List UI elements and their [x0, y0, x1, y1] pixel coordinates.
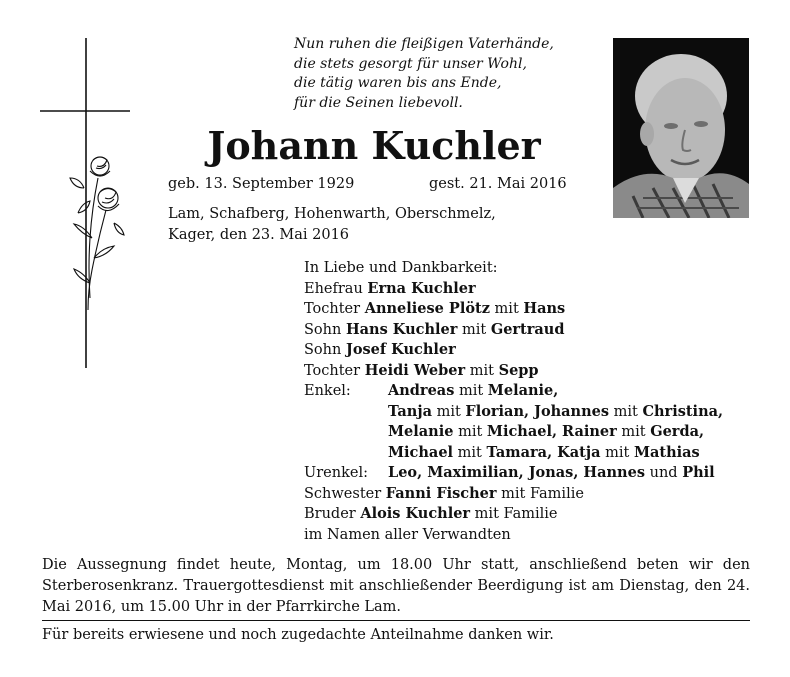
memorial-poem [294, 35, 594, 113]
divider [42, 620, 750, 621]
list-item: Sohn Josef Kuchler [304, 341, 456, 358]
mourners-intro: In Liebe und Dankbarkeit: [304, 260, 498, 276]
list-item: Sohn Hans Kuchler mit Gertraud [304, 320, 565, 338]
list-item: Enkel: Andreas mit Melanie, [304, 382, 559, 399]
thanks-note: Für bereits erwiesene und noch zugedachte Anteilnahme danken wir. [42, 627, 554, 643]
cross-with-roses-icon [40, 38, 130, 368]
life-dates [168, 174, 567, 194]
place-line: Kager, den 23. Mai 2016 [168, 227, 350, 243]
poem-line: Nun ruhen die fleißigen Vaterhände, [294, 36, 554, 52]
death-date: gest. 21. Mai 2016 [429, 176, 567, 192]
mourners-list [304, 258, 723, 545]
list-item: Tochter Heidi Weber mit Sepp [304, 361, 539, 379]
list-item: Michael mit Tamara, Katja mit Mathias [388, 443, 700, 461]
birth-date: geb. 13. September 1929 [168, 176, 355, 192]
list-item: Melanie mit Michael, Rainer mit Gerda, [388, 423, 705, 440]
list-item: im Namen aller Verwandten [304, 526, 511, 543]
list-item: Urenkel: Leo, Maximilian, Jonas, Hannes und Phil [304, 464, 715, 481]
list-item: Tochter Anneliese Plötz mit Hans [304, 300, 566, 317]
list-item: Schwester Fanni Fischer mit Familie [304, 484, 584, 502]
poem-line: die stets gesorgt für unser Wohl, [294, 55, 527, 72]
deceased-name: Johann Kuchler [207, 123, 541, 168]
poem-line: die tätig waren bis ans Ende, [294, 75, 502, 91]
list-item: Ehefrau Erna Kuchler [304, 279, 476, 297]
list-item: Tanja mit Florian, Johannes mit Christina, [388, 402, 724, 420]
place-line: Lam, Schafberg, Hohenwarth, Oberschmelz, [168, 206, 496, 222]
place-and-date [168, 204, 496, 246]
funeral-notice: Die Aussegnung findet heute, Montag, um 18.00 Uhr statt, anschließend beten wir den Sterberosenkranz. Trauergottesdienst mit anschließender Beerdigung ist am Dienstag, den 24. Mai 2016, um 15.00 Uhr in der Pfarrkirche Lam. [42, 557, 750, 615]
poem-line: für die Seinen liebevoll. [294, 94, 463, 111]
list-item: Bruder Alois Kuchler mit Familie [304, 505, 558, 522]
